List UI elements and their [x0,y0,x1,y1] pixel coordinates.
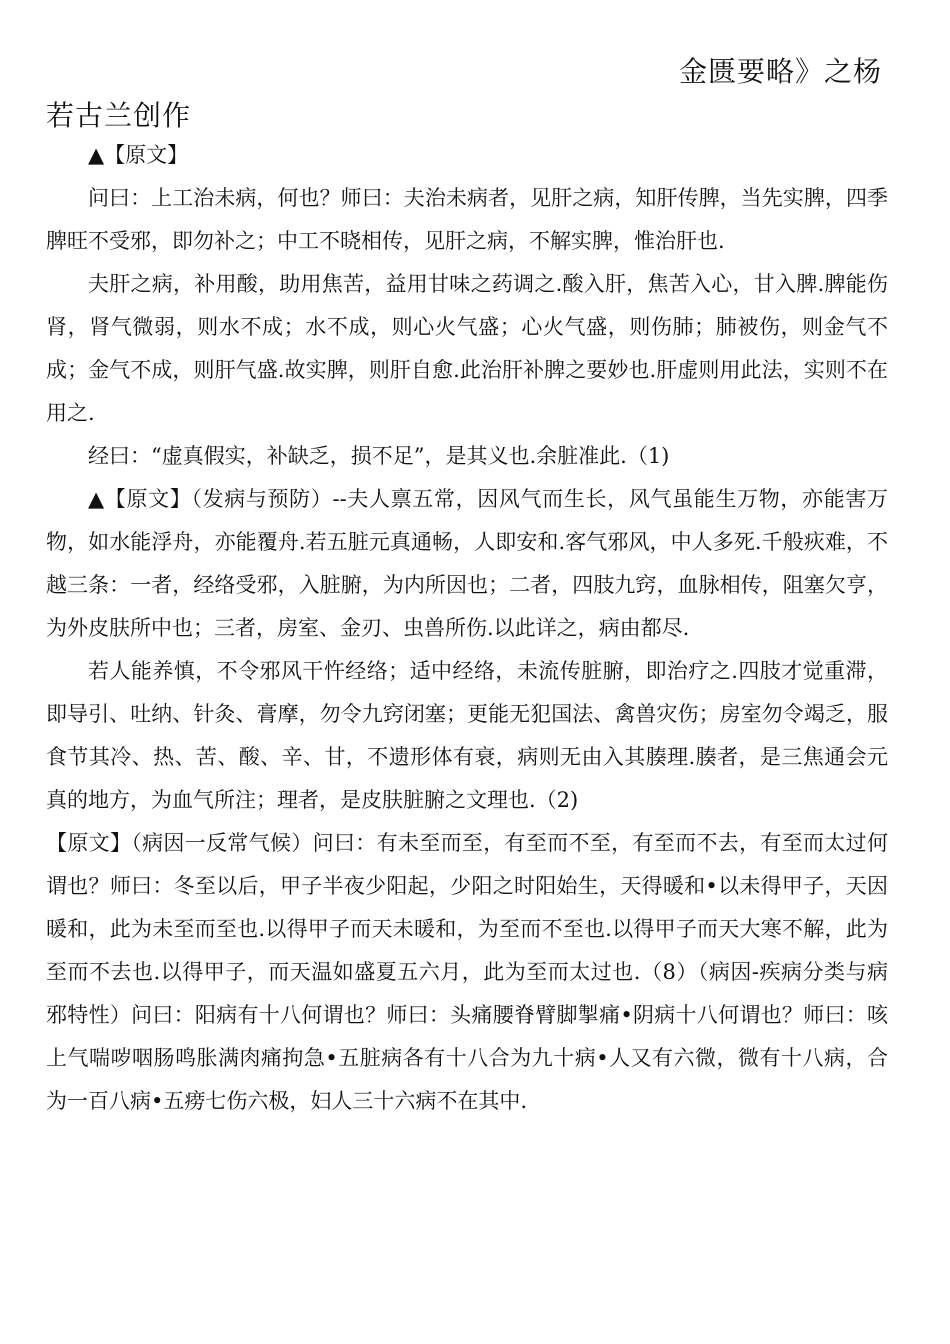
paragraph: 夫肝之病，补用酸，助用焦苦，益用甘味之药调之.酸入肝，焦苦入心，甘入脾.脾能伤肾，肾气微弱，则水不成；水不成，则心火气盛；心火气盛，则伤肺；肺被伤，则金气不成；金气不成，则肝气盛.故实脾，则肝自愈.此治肝补脾之要妙也.肝虚则用此法，实则不在用之. [46,272,888,425]
paragraph: 若人能养慎，不令邪风干忤经络；适中经络，未流传脏腑，即治疗之.四肢才觉重滞，即导引、吐纳、针灸、膏摩，勿令九窍闭塞；更能无犯国法、禽兽灾伤；房室勿令竭乏，服食节其冷、热、苦、酸、辛、甘，不遗形体有衰，病则无由入其腠理.腠者，是三焦通会元真的地方，为血气所注；理者，是皮肤脏腑之文理也.（2) [46,659,888,812]
paragraph: 经曰：“虚真假实，补缺乏，损不足”，是其义也.余脏准此.（1) [88,444,670,468]
paragraph: ▲【原文】（发病与预防）--夫人禀五常，因风气而生长，风气虽能生万物，亦能害万物，如水能浮舟，亦能覆舟.若五脏元真通畅，人即安和.客气邪风，中人多死.千般疢难，不越三条：一者，经络受邪，入脏腑，为内所因也；二者，四肢九窍，血脉相传，阻塞欠亨，为外皮肤所中也；三者，房室、金刃、虫兽所伤.以此详之，病由都尽. [46,487,888,640]
author-line: 若古兰创作 [46,99,192,132]
paragraph: 问曰：上工治未病，何也？师曰：夫治未病者，见肝之病，知肝传脾，当先实脾，四季脾旺不受邪，即勿补之；中工不晓相传，见肝之病，不解实脾，惟治肝也. [46,186,888,253]
section-heading-original-text: ▲【原文】 [88,143,189,167]
document-body [46,134,888,1123]
document-title: 金匮要略》之杨 [678,55,882,88]
paragraph: 【原文】（病因一反常气候）问曰：有未至而至，有至而不至，有至而不去，有至而太过何谓也？师曰：冬至以后，甲子半夜少阳起，少阳之时阳始生，天得暖和•以未得甲子，天因暖和，此为未至而至也.以得甲子而天未暖和，为至而不至也.以得甲子而天大寒不解，此为至而不去也.以得甲子，而天温如盛夏五六月，此为至而太过也.（8）（病因-疾病分类与病邪特性）问曰：阳病有十八何谓也？师曰：头痛腰脊臂脚掣痛•阴病十八何谓也？师曰：咳上气喘哕咽肠鸣胀满肉痛拘急•五脏病各有十八合为九十病•人又有六微，微有十八病，合为一百八病•五痨七伤六极，妇人三十六病不在其中. [46,831,888,1113]
